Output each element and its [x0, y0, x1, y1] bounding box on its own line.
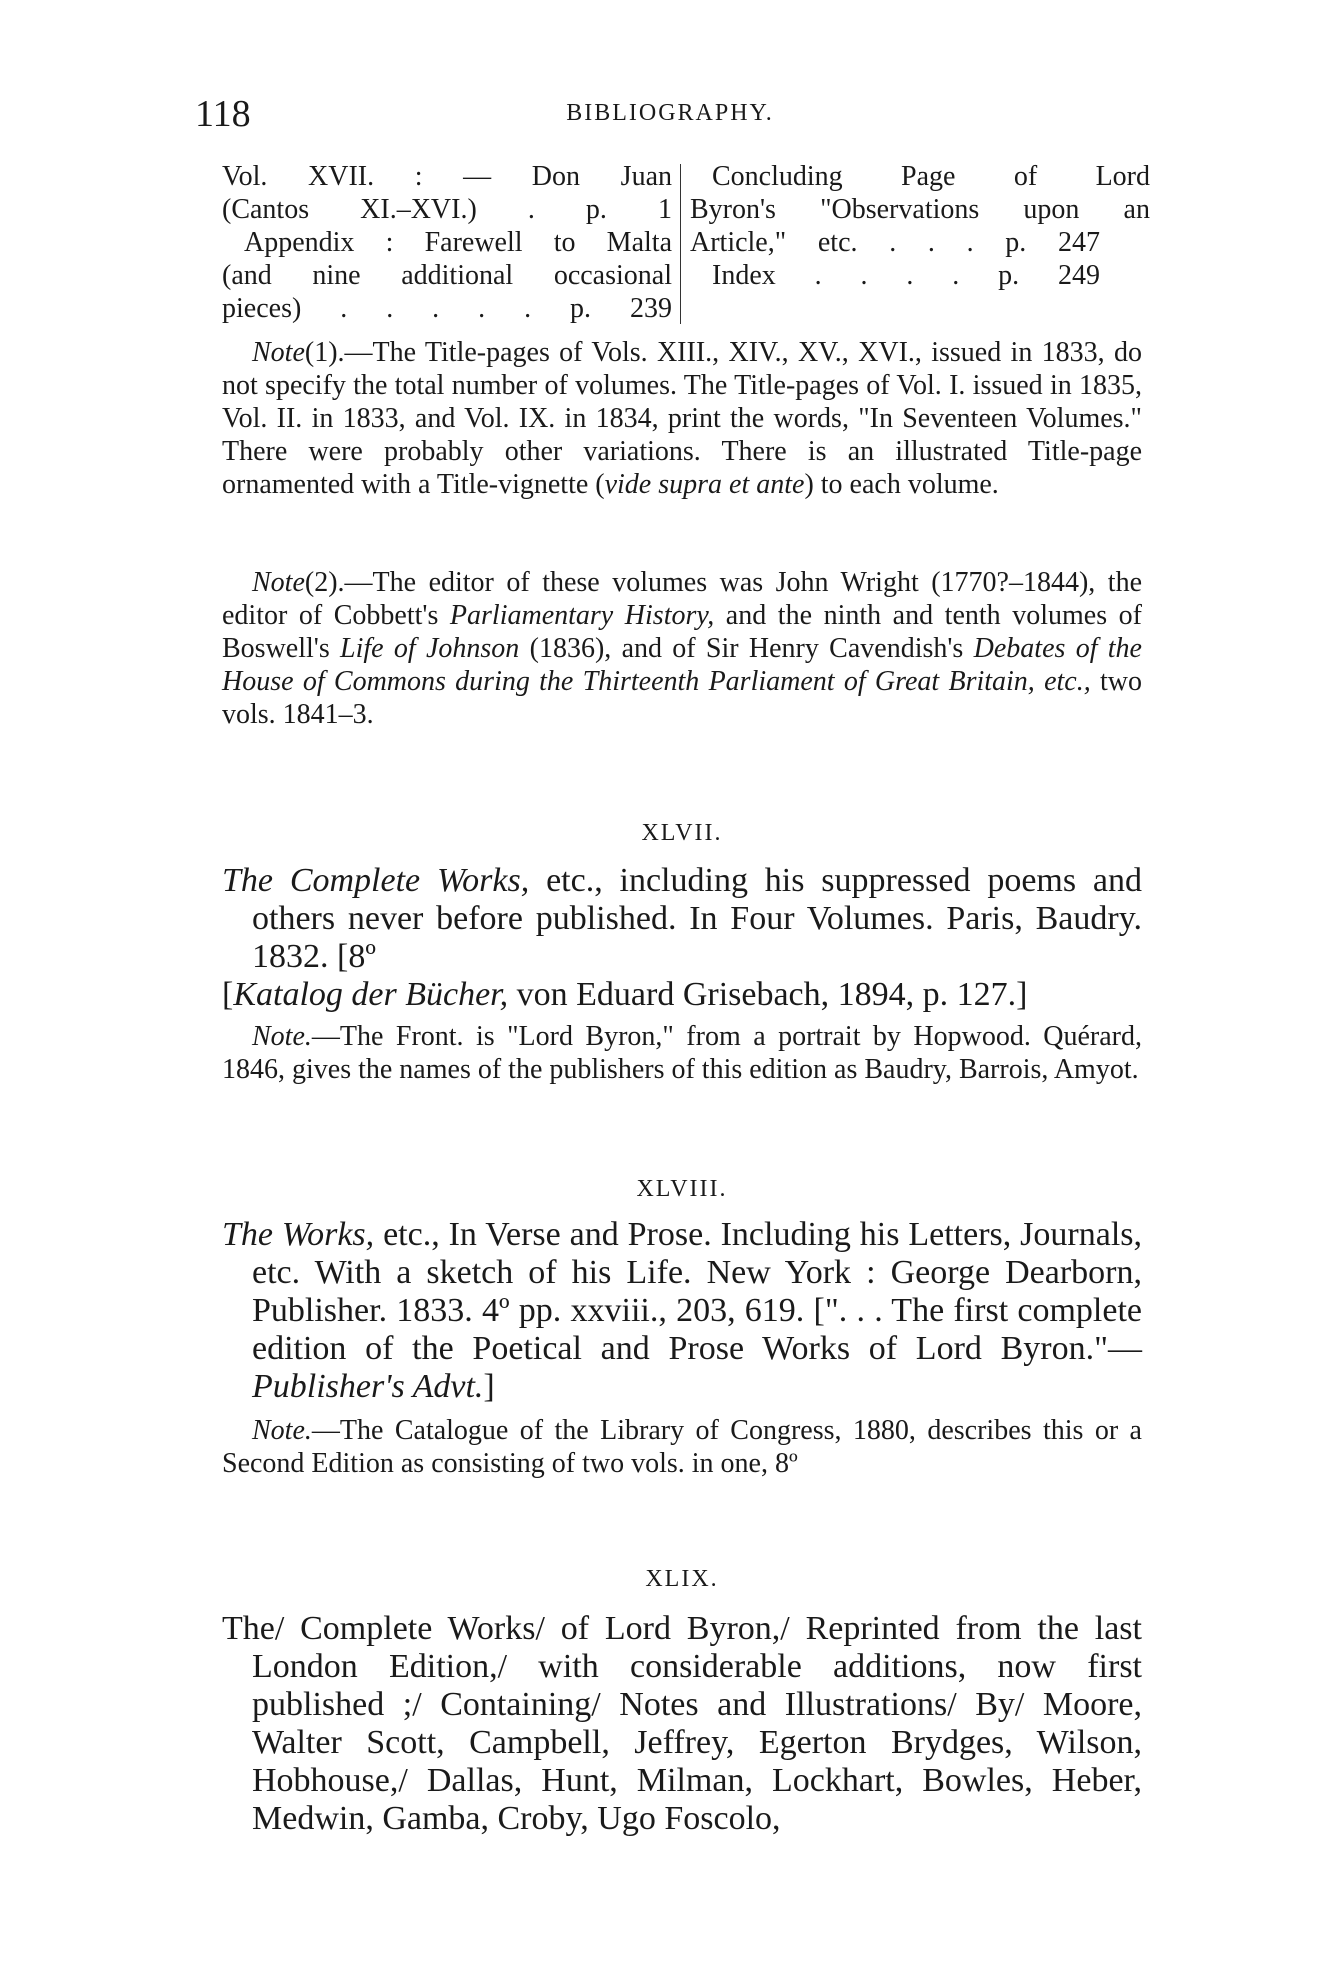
- vol17-line: Article," etc. . . . p. 247: [690, 227, 1100, 258]
- note-text: two vols. 1841–3.: [222, 666, 1142, 730]
- entry-text: von Eduard Grisebach, 1894, p. 127.]: [508, 976, 1028, 1013]
- section-heading-xlix: XLIX.: [645, 1566, 719, 1592]
- note-text: (2).—The editor of these volumes was John Wright (1770?–1844), the editor of Cobbett's: [222, 567, 1142, 631]
- entry-ref-italic: Katalog der Bücher,: [233, 976, 509, 1013]
- entry-text: ]: [483, 1368, 495, 1405]
- note-text: ) to each volume.: [804, 469, 999, 500]
- section-heading-xlviii: XLVIII.: [636, 1176, 728, 1202]
- vol17-contents: [222, 160, 1150, 328]
- vol17-line: Concluding Page of Lord: [712, 161, 1150, 192]
- note-1: [222, 336, 1142, 501]
- note-text: (1836), and of Sir Henry Cavendish's: [519, 633, 974, 664]
- running-title: BIBLIOGRAPHY.: [566, 100, 774, 126]
- page-number: 118: [195, 93, 251, 135]
- vol17-line: (and nine additional occasional: [222, 260, 672, 291]
- entry-xlvii: [222, 862, 1142, 1014]
- vol17-left-column: [222, 160, 672, 325]
- entry-text: The/ Complete Works/ of Lord Byron,/ Reprinted from the last London Edition,/ with considerable additions, now first published ;/ Containing/ Notes and Illustrations/ By/ Moore, Walter Scott, Campbell, Jeffrey, Egerton Brydges, Wilson, Hobhouse,/ Dallas, Hunt, Milman, Lockhart, Bowles, Heber, Medwin, Gamba, Croby, Ugo Foscolo,: [222, 1610, 1142, 1837]
- note-label: Note.: [252, 1021, 312, 1052]
- note-italic: Debates of the House of Commons during the Thirteenth Parliament of Great Britain, etc.,: [222, 633, 1142, 697]
- vol17-line: pieces) . . . . . p. 239: [222, 293, 672, 324]
- entry-xlviii: [222, 1216, 1142, 1406]
- note-xlvii: [222, 1020, 1142, 1086]
- note-2: [222, 566, 1142, 731]
- note-label: Note.: [252, 1415, 312, 1446]
- entry-text: [: [222, 976, 234, 1013]
- note-label: Note: [252, 567, 305, 598]
- vol17-line: (Cantos XI.–XVI.) . p. 1: [222, 194, 672, 225]
- entry-title-italic: The Works,: [222, 1216, 375, 1253]
- note-text: —The Catalogue of the Library of Congress, 1880, describes this or a Second Edition as consisting of two vols. in one, 8º: [222, 1415, 1142, 1479]
- column-divider: [680, 164, 681, 324]
- vol17-line: Byron's "Observations upon an: [690, 194, 1150, 225]
- note-label: Note: [252, 337, 305, 368]
- entry-ref-italic: Publisher's Advt.: [252, 1368, 484, 1405]
- note-text: (1).—The Title-pages of Vols. XIII., XIV., XV., XVI., issued in 1833, do not specify the total number of volumes. The Title-pages of Vol. I. issued in 1835, Vol. II. in 1833, and Vol. IX. in 1834, print the words, "In Seventeen Volumes." There were probably other variations. There is an illustrated Title-page ornamented with a Title-vignette (: [222, 337, 1142, 500]
- note-italic: Life of Johnson: [340, 633, 520, 664]
- entry-xlix: [222, 1610, 1142, 1838]
- vol17-line: Vol. XVII. : — Don Juan: [222, 161, 672, 192]
- note-text: —The Front. is "Lord Byron," from a portrait by Hopwood. Quérard, 1846, gives the names of the publishers of this edition as Baudry, Barrois, Amyot.: [222, 1021, 1142, 1085]
- entry-text: etc., In Verse and Prose. Including his Letters, Journals, etc. With a sketch of his Life. New York : George Dearborn, Publisher. 1833. 4º pp. xxviii., 203, 619. [". . . The first complete edition of the Poetical and Prose Works of Lord Byron."—: [252, 1216, 1143, 1367]
- note-italic: vide supra et ante: [604, 469, 805, 500]
- note-italic: Parliamentary History,: [449, 600, 715, 631]
- note-xlviii: [222, 1414, 1142, 1480]
- vol17-line: Appendix : Farewell to Malta: [244, 227, 672, 258]
- page-header: [195, 92, 1145, 135]
- entry-title-italic: The Complete Works,: [222, 862, 530, 899]
- entry-text: etc., including his suppressed poems and others never before published. In Four Volumes. Paris, Baudry. 1832. [8º: [252, 862, 1143, 975]
- section-heading-xlvii: XLVII.: [641, 820, 723, 846]
- vol17-right-column: [690, 160, 1150, 292]
- note-text: and the ninth and tenth volumes of Boswell's: [222, 600, 1142, 664]
- vol17-line: Index . . . . p. 249: [712, 260, 1100, 291]
